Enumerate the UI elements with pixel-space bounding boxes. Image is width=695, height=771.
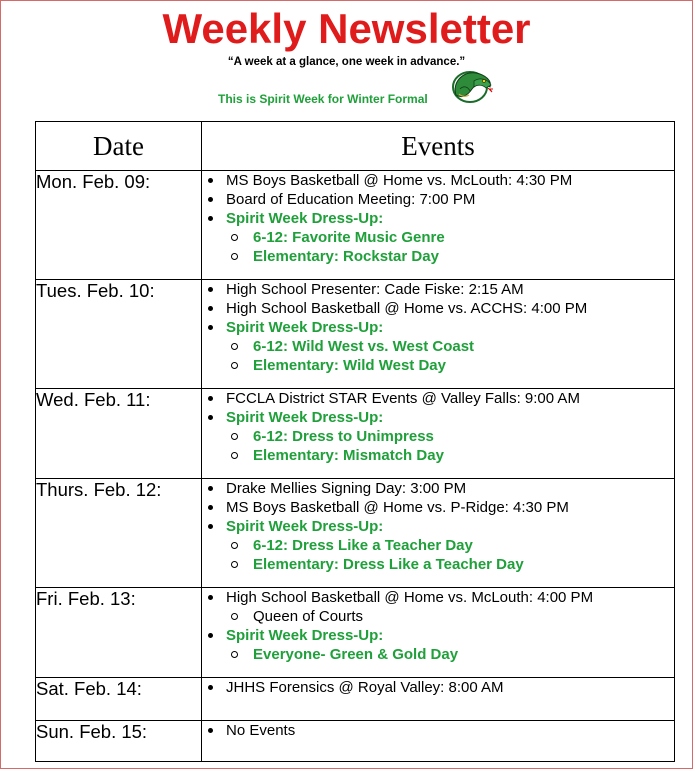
event-label: Spirit Week Dress-Up: — [226, 518, 384, 535]
day-date: Thurs. Feb. 12: — [36, 479, 202, 588]
table-row — [36, 389, 675, 479]
event-item: JHHS Forensics @ Royal Valley: 8:00 AM — [202, 678, 674, 697]
event-item — [202, 408, 674, 465]
event-item: MS Boys Basketball @ Home vs. P-Ridge: 4:30 PM — [202, 498, 674, 517]
sub-event-item: Everyone- Green & Gold Day — [226, 645, 674, 664]
day-events — [202, 389, 675, 479]
events-column-header: Events — [202, 122, 675, 171]
day-date: Tues. Feb. 10: — [36, 280, 202, 389]
day-date: Fri. Feb. 13: — [36, 588, 202, 678]
event-item: No Events — [202, 721, 674, 740]
event-label: Spirit Week Dress-Up: — [226, 409, 384, 426]
event-item — [202, 517, 674, 574]
day-date: Mon. Feb. 09: — [36, 171, 202, 280]
table-row — [36, 171, 675, 280]
day-date: Wed. Feb. 11: — [36, 389, 202, 479]
day-events — [202, 280, 675, 389]
table-row — [36, 588, 675, 678]
event-item — [202, 209, 674, 266]
table-row — [36, 721, 675, 762]
event-label: Spirit Week Dress-Up: — [226, 627, 384, 644]
day-date: Sun. Feb. 15: — [36, 721, 202, 762]
sub-event-item: 6-12: Favorite Music Genre — [226, 228, 674, 247]
event-label: Spirit Week Dress-Up: — [226, 210, 384, 227]
event-item: Drake Mellies Signing Day: 3:00 PM — [202, 479, 674, 498]
newsletter-title: Weekly Newsletter — [162, 5, 531, 52]
table-row — [36, 479, 675, 588]
table-row — [36, 280, 675, 389]
day-events — [202, 479, 675, 588]
sub-event-item: Elementary: Mismatch Day — [226, 446, 674, 465]
day-events — [202, 171, 675, 280]
events-table — [35, 121, 675, 762]
event-item — [202, 626, 674, 664]
spirit-week-note: This is Spirit Week for Winter Formal — [218, 92, 428, 106]
sub-event-item: Elementary: Wild West Day — [226, 356, 674, 375]
date-column-header: Date — [36, 122, 202, 171]
sub-event-item: 6-12: Wild West vs. West Coast — [226, 337, 674, 356]
event-item — [202, 318, 674, 375]
event-item: MS Boys Basketball @ Home vs. McLouth: 4:30 PM — [202, 171, 674, 190]
sub-event-item: Elementary: Rockstar Day — [226, 247, 674, 266]
day-events — [202, 588, 675, 678]
sub-event-item: Elementary: Dress Like a Teacher Day — [226, 555, 674, 574]
newsletter-tagline: “A week at a glance, one week in advance.” — [227, 56, 466, 68]
snake-mascot-icon — [450, 67, 494, 105]
sub-event-item: 6-12: Dress Like a Teacher Day — [226, 536, 674, 555]
day-date: Sat. Feb. 14: — [36, 678, 202, 721]
event-label: Spirit Week Dress-Up: — [226, 319, 384, 336]
sub-event-item: 6-12: Dress to Unimpress — [226, 427, 674, 446]
table-row — [36, 678, 675, 721]
sub-event-item: Queen of Courts — [226, 607, 674, 626]
day-events — [202, 678, 675, 721]
event-item: FCCLA District STAR Events @ Valley Falls: 9:00 AM — [202, 389, 674, 408]
event-item — [202, 588, 674, 626]
day-events — [202, 721, 675, 762]
event-item: Board of Education Meeting: 7:00 PM — [202, 190, 674, 209]
event-item: High School Basketball @ Home vs. ACCHS: 4:00 PM — [202, 299, 674, 318]
event-label: High School Basketball @ Home vs. McLouth: 4:00 PM — [226, 589, 594, 606]
event-item: High School Presenter: Cade Fiske: 2:15 AM — [202, 280, 674, 299]
